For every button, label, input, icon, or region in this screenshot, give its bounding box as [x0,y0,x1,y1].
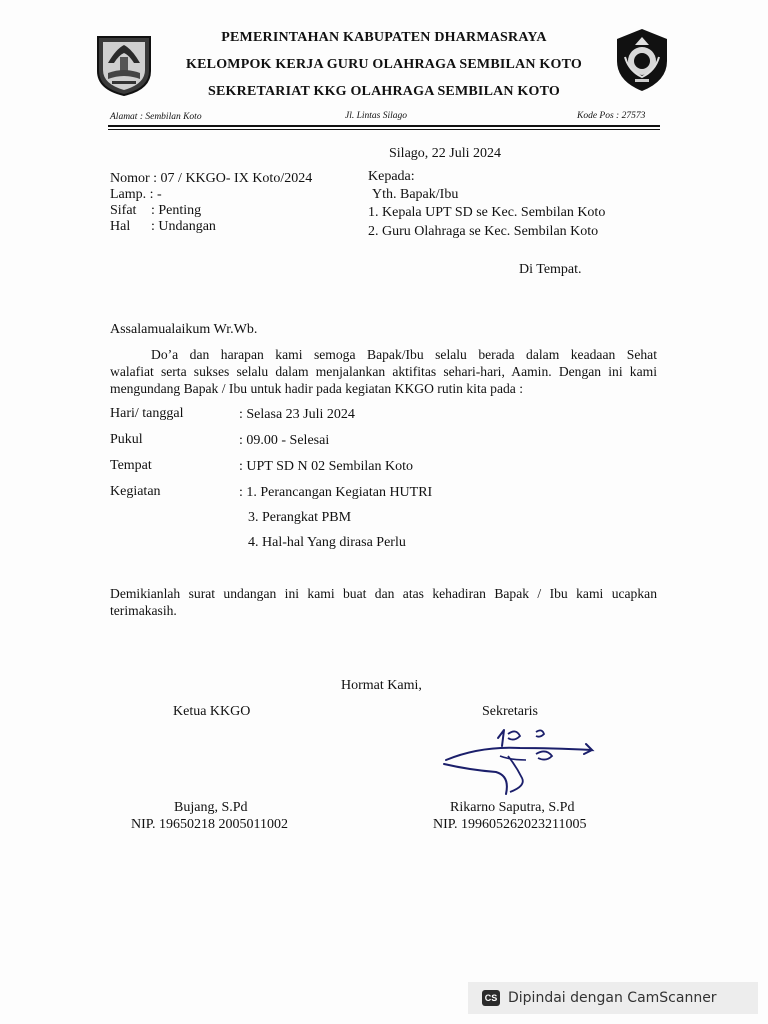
secretary-name: Rikarno Saputra, S.Pd [450,800,575,815]
closing-line-2: terimakasih. [110,603,177,618]
letterhead-address: Alamat : Sembilan Koto [110,112,202,122]
camscanner-watermark [468,982,758,1014]
chairman-title: Ketua KKGO [173,704,251,719]
letterhead-street: Jl. Lintas Silago [345,111,408,121]
secretary-title: Sekretaris [482,704,538,719]
camscanner-logo-icon: CS [482,990,500,1006]
secretary-signature [440,726,605,798]
hormat-kami: Hormat Kami, [341,678,422,693]
letter-subject-value: : Undangan [151,219,216,234]
body-paragraph-line-3: mengundang Bapak / Ibu untuk hadir pada kegiatan KKGO rutin kita pada : [110,381,523,396]
letterhead-rule-thin [108,129,660,130]
camscanner-label: Dipindai dengan CamScanner [508,990,717,1006]
detail-label-date: Hari/ tanggal [110,406,184,421]
detail-value-time: : 09.00 - Selesai [239,433,330,448]
detail-value-date: : Selasa 23 Juli 2024 [239,407,355,422]
recipient-item-1: 1. Kepala UPT SD se Kec. Sembilan Koto [368,205,606,220]
letterhead-rule-thick [108,125,660,127]
detail-label-place: Tempat [110,458,152,473]
recipient-salutation: Yth. Bapak/Ibu [372,187,459,202]
letterhead-line-2: KELOMPOK KERJA GURU OLAHRAGA SEMBILAN KOTO [186,57,582,72]
letter-attachment: Lamp. : - [110,187,162,202]
detail-value-activity: : 1. Perancangan Kegiatan HUTRI [239,485,433,500]
greeting: Assalamualaikum Wr.Wb. [110,322,258,337]
chairman-name: Bujang, S.Pd [174,800,248,815]
detail-value-place: : UPT SD N 02 Sembilan Koto [239,459,413,474]
detail-label-time: Pukul [110,432,143,447]
letter-number: Nomor : 07 / KKGO- IX Koto/2024 [110,171,313,186]
letterhead-postal: Kode Pos : 27573 [577,111,646,121]
letter-subject-label: Hal [110,219,131,234]
activity-item-3: 3. Perangkat PBM [248,510,352,525]
recipient-item-2: 2. Guru Olahraga se Kec. Sembilan Koto [368,224,599,239]
chairman-nip: NIP. 19650218 2005011002 [131,817,288,832]
activity-item-4: 4. Hal-hal Yang dirasa Perlu [248,535,406,550]
body-paragraph-line-2: walafiat serta sukses selalu dalam menjalankan aktifitas sehari-hari, Aamin. Dengan ini kami [110,364,657,379]
letter-nature-label: Sifat [110,203,137,218]
letter-nature-value: : Penting [151,203,202,218]
secretary-nip: NIP. 199605262023211005 [433,817,587,832]
closing-line-1: Demikianlah surat undangan ini kami buat dan atas kehadiran Bapak / Ibu kami ucapkan [110,586,657,601]
letterhead-line-3: SEKRETARIAT KKG OLAHRAGA SEMBILAN KOTO [208,84,560,99]
place-date: Silago, 22 Juli 2024 [389,146,502,161]
body-paragraph-line-1: Do’a dan harapan kami semoga Bapak/Ibu selalu berada dalam keadaan Sehat [151,347,657,362]
detail-label-activity: Kegiatan [110,484,161,499]
recipient-kepada: Kepada: [368,169,415,184]
letterhead-line-1: PEMERINTAHAN KABUPATEN DHARMASRAYA [221,30,547,45]
recipient-place: Di Tempat. [519,262,582,277]
